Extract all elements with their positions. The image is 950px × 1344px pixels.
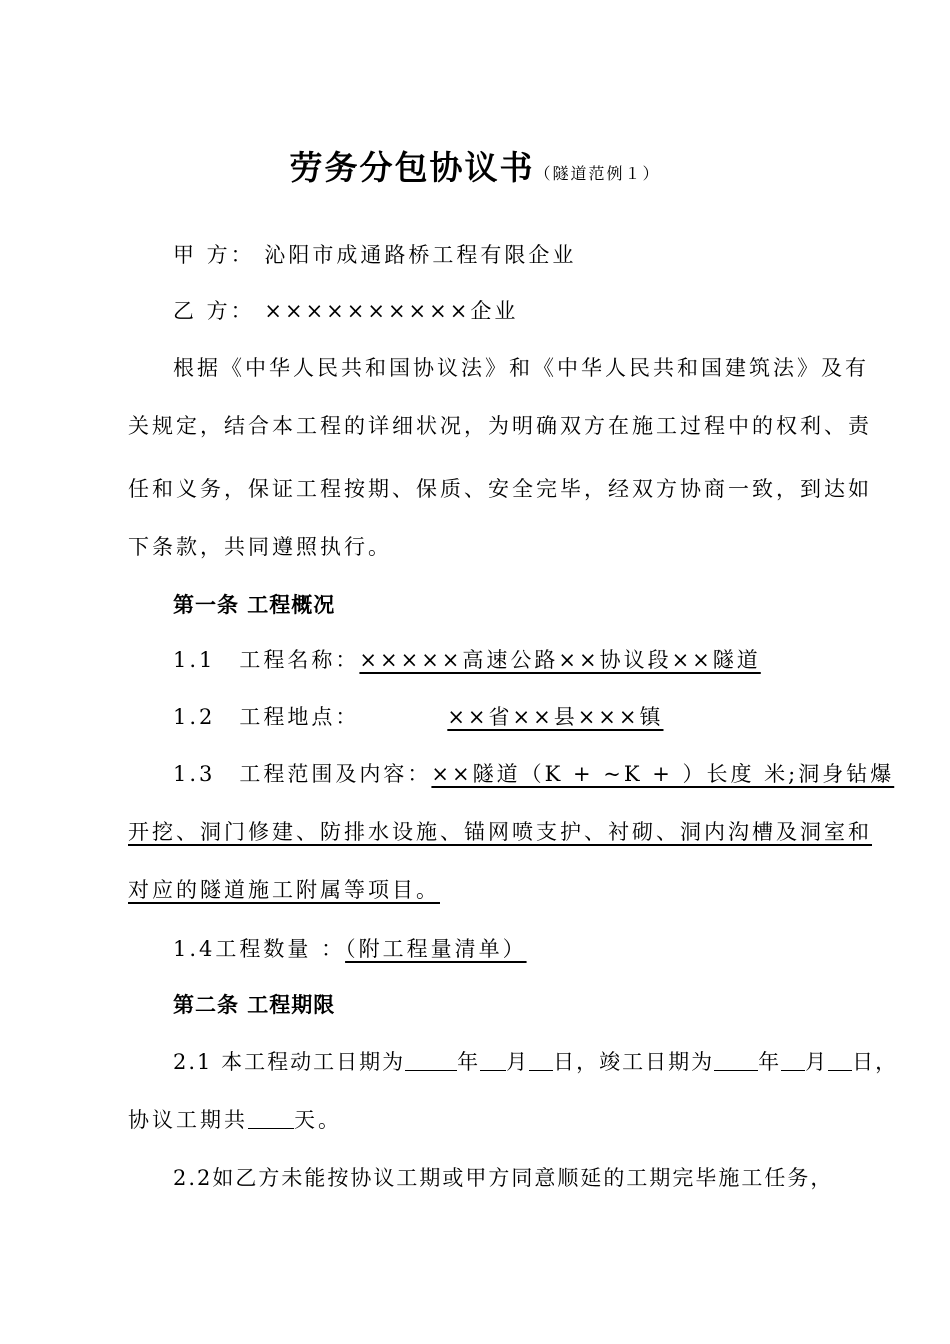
item-1-2 [173,702,751,732]
end-year-blank [714,1048,758,1071]
duration-text: 协议工期共 [128,1108,248,1132]
intro-line-4: 下条款，共同遵照执行。 [128,535,392,559]
item-1-3-line-3: 对应的隧道施工附属等项目。 [128,878,440,902]
section-2-heading: 第二条 工程期限 [173,992,336,1017]
item-2-2: 2.2如乙方未能按协议工期或甲方同意顺延的工期完毕施工任务， [173,1166,834,1190]
item-1-1-label: 1.1 工程名称： [173,648,360,672]
item-1-1-value: ×××××高速公路××协议段××隧道 [359,648,761,672]
start-year-unit: 年 [457,1050,481,1074]
start-year-blank [405,1048,457,1071]
end-month-blank [781,1048,805,1071]
start-month-blank [480,1048,506,1071]
party-a-label: 甲 方： [173,243,255,267]
document-title: 劳务分包协议书 [289,148,535,187]
item-1-4-value: （附工程量清单） [345,937,527,961]
item-2-1 [173,1047,898,1077]
item-1-2-value-text: ××省××县×××镇 [447,705,664,729]
item-1-3-line-2: 开挖、洞门修建、防排水设施、锚网喷支护、衬砌、洞内沟槽及洞室和 [128,820,872,844]
end-day-unit: 日， [852,1050,899,1074]
item-1-2-value [359,702,751,732]
section-1-heading: 第一条 工程概况 [173,592,336,617]
party-a-line [173,240,576,270]
item-1-3-label: 1.3 工程范围及内容： [173,762,432,786]
item-1-3 [173,759,894,789]
duration-unit: 天。 [294,1108,342,1132]
item-1-1 [173,645,761,675]
duration-blank [248,1106,294,1129]
party-a-value: 沁阳市成通路桥工程有限企业 [264,243,577,267]
intro-line-1: 根据《中华人民共和国协议法》和《中华人民共和国建筑法》及有 [173,356,869,380]
intro-line-2: 关规定，结合本工程的详细状况，为明确双方在施工过程中的权利、责 [128,414,872,438]
item-2-1-duration [128,1105,342,1135]
end-month-unit: 月 [805,1050,829,1074]
start-month-unit: 月 [506,1050,530,1074]
intro-line-3: 任和义务，保证工程按期、保质、安全完毕，经双方协商一致，到达如 [128,477,872,501]
party-b-line [173,296,518,326]
title-note: （隧道范例１） [534,164,661,183]
item-1-4-label: 1.4工程数量 ： [173,937,346,961]
title-block [0,142,950,189]
end-day-blank [828,1048,852,1071]
item-2-1-end-text: 日，竣工日期为 [553,1050,715,1074]
party-b-label: 乙 方： [173,299,255,323]
item-1-4 [173,934,527,964]
item-1-3-line-1: ××隧道（K + ~K + ）长度 米;洞身钻爆 [431,762,895,786]
party-b-value: ××××××××××企业 [264,299,519,323]
item-2-1-start-text: 2.1 本工程动工日期为 [173,1050,406,1074]
end-year-unit: 年 [758,1050,782,1074]
item-1-2-label: 1.2 工程地点： [173,705,360,729]
start-day-blank [529,1048,553,1071]
